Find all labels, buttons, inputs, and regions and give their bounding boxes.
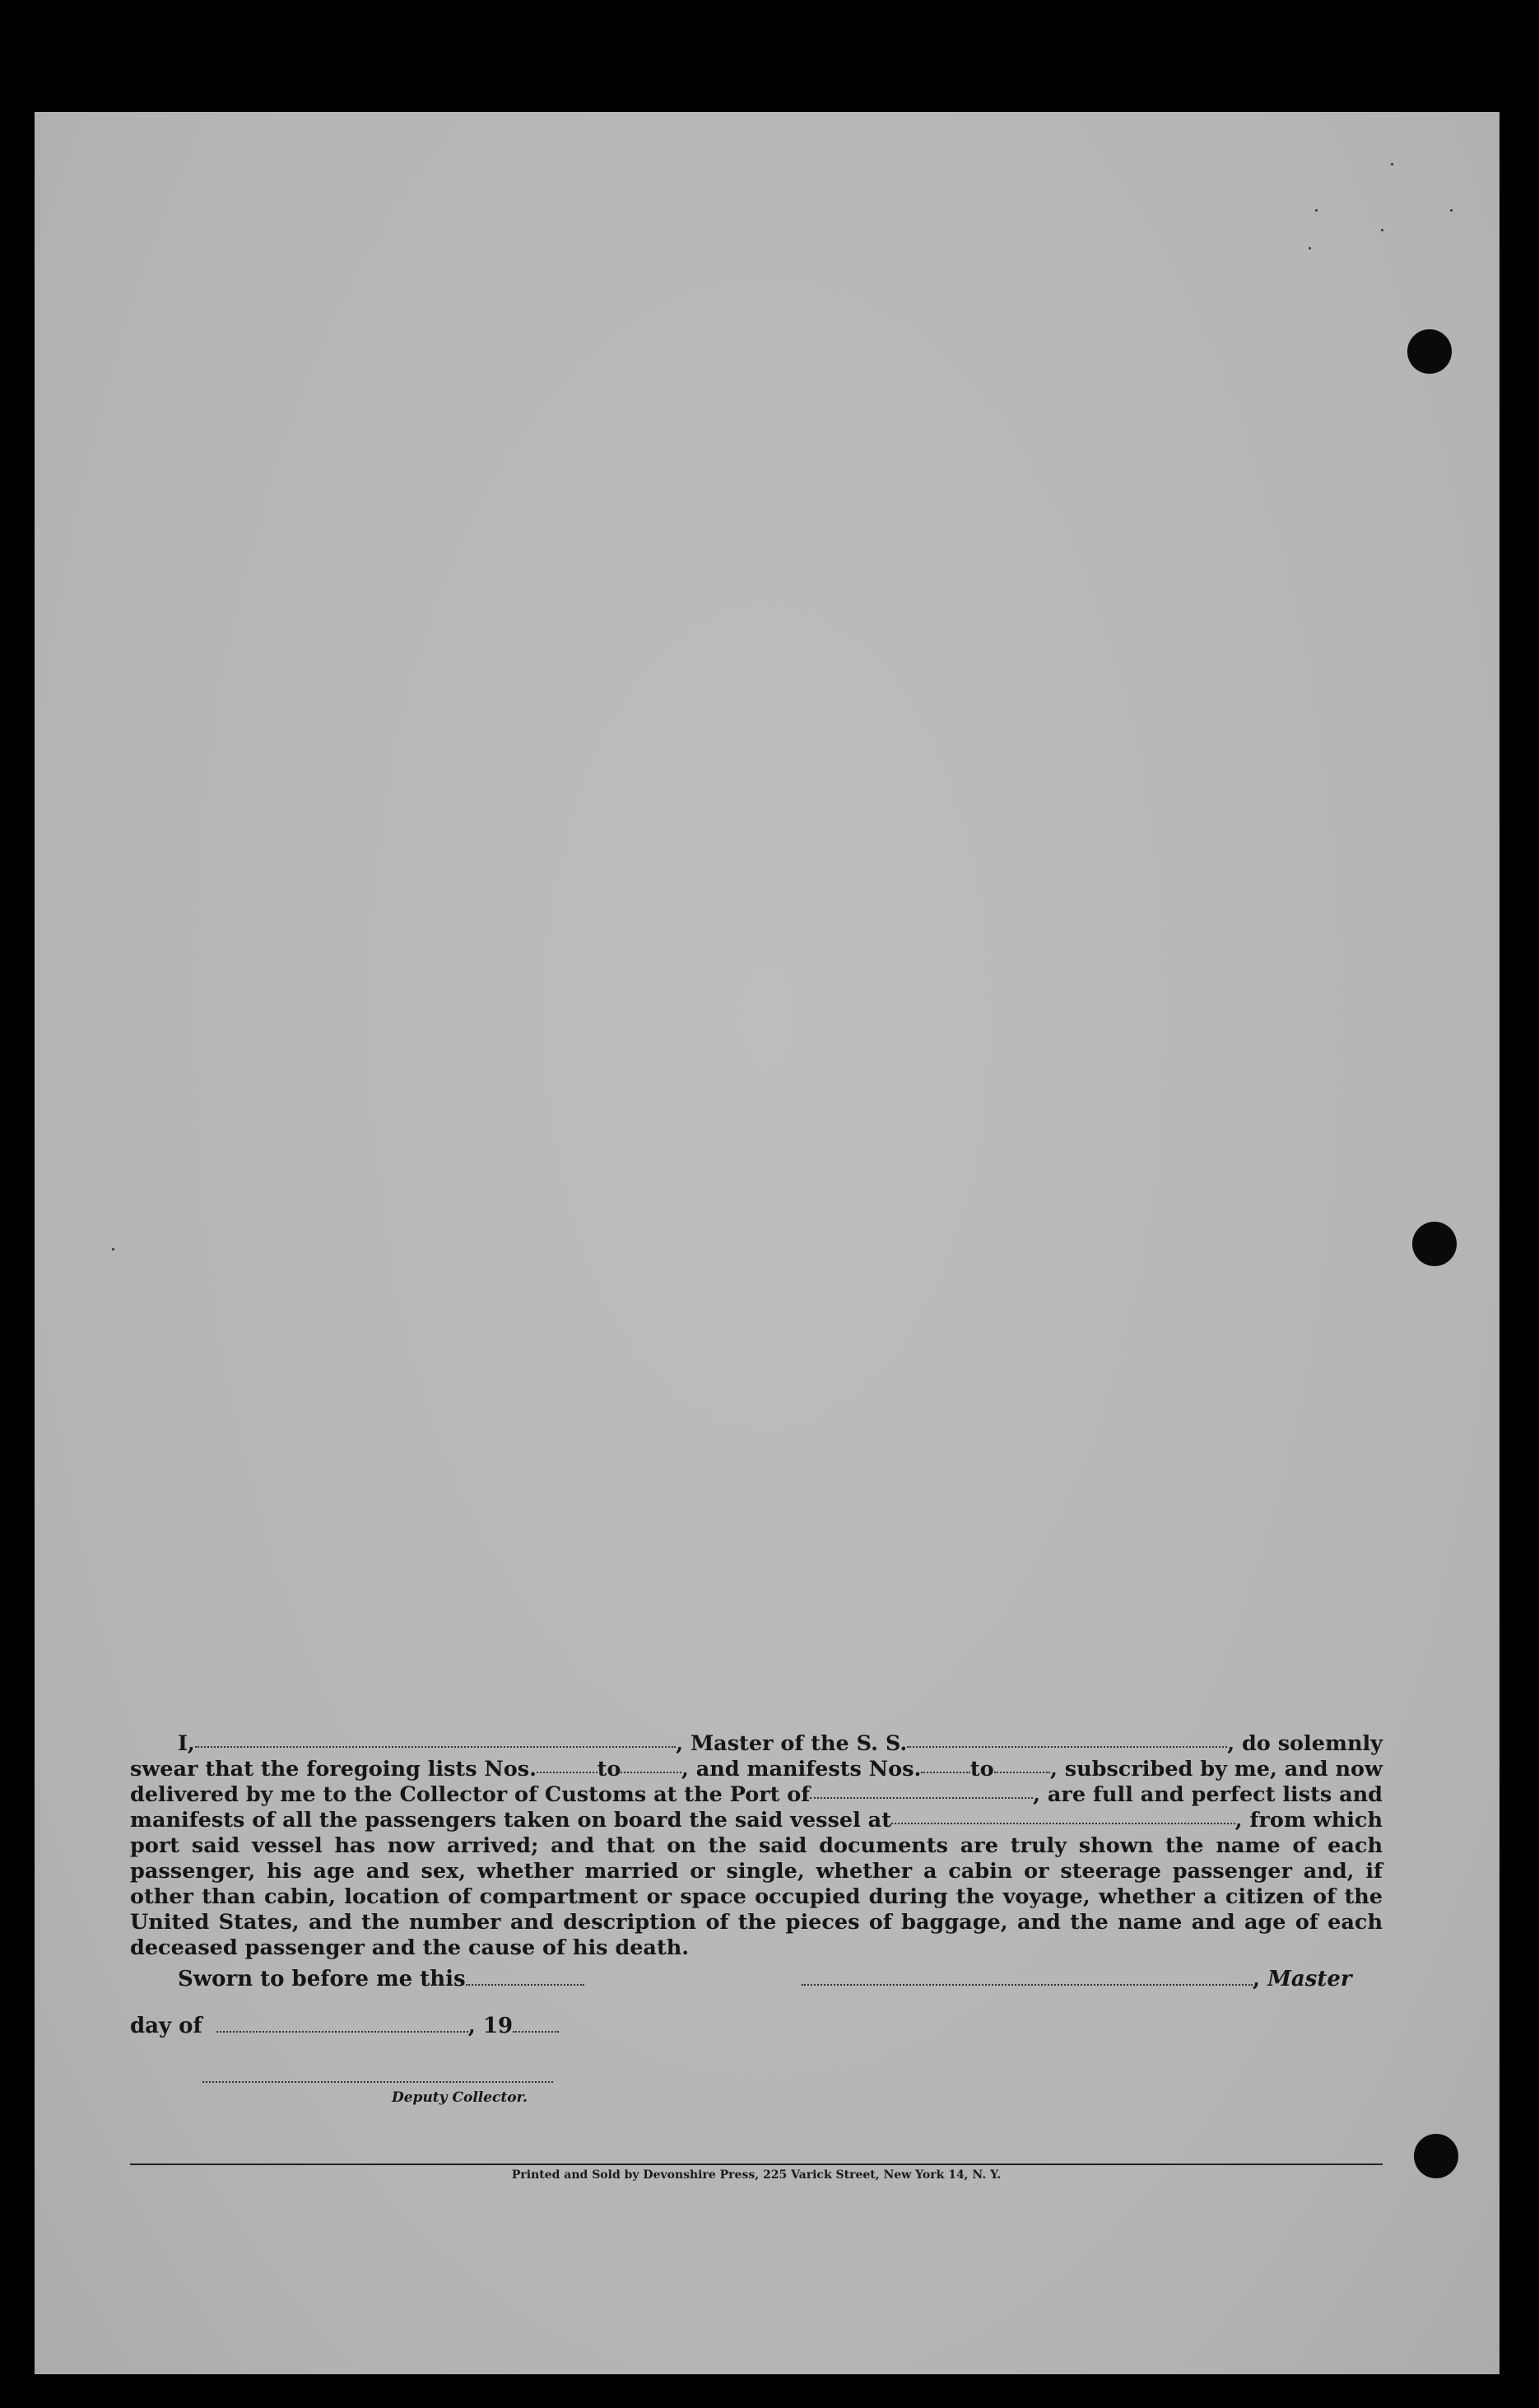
oath-text: , subscribed by me, and now	[1050, 1757, 1383, 1782]
oath-line-2	[130, 1757, 1383, 1782]
oath-line-4	[130, 1808, 1383, 1833]
speck	[112, 1248, 114, 1251]
master-signature-field[interactable]	[802, 1969, 1253, 1986]
master-label: Master	[1267, 1967, 1352, 1991]
month-field[interactable]	[216, 2016, 468, 2033]
lists-to-field[interactable]	[621, 1757, 681, 1773]
printer-imprint: Printed and Sold by Devonshire Press, 225 Varick Street, New York 14, N. Y.	[511, 2168, 1002, 2182]
port-field[interactable]	[810, 1782, 1033, 1799]
speck	[1309, 247, 1311, 249]
oath-body: port said vessel has now arrived; and that on the said documents are truly shown the name of each passenger, his age and sex, whether married or single, whether a cabin or steerage passenger and, if other than cabin, location of compartment or space occupied during the voyage, whether a citizen of the United States, and the number and description of the pieces of baggage, and the name and age of each deceased passenger and the cause of his death.	[130, 1833, 1383, 1960]
punch-hole-middle	[1412, 1222, 1457, 1266]
oath-text: swear that the foregoing lists Nos.	[130, 1757, 537, 1782]
oath-text: , are full and perfect lists and	[1033, 1782, 1383, 1807]
manifests-from-field[interactable]	[921, 1757, 970, 1773]
speck	[1381, 229, 1383, 231]
oath-text: to	[969, 1757, 994, 1782]
oath-line-3	[130, 1782, 1383, 1808]
sworn-line	[178, 1967, 584, 1991]
oath-text: , and manifests Nos.	[681, 1757, 922, 1782]
deputy-collector-label: Deputy Collector.	[392, 2089, 528, 2106]
punch-hole-bottom	[1414, 2134, 1458, 2178]
sworn-label: Sworn to before me this	[178, 1967, 466, 1991]
oath-text: manifests of all the passengers taken on board the said vessel at	[130, 1808, 891, 1833]
deputy-signature-field[interactable]	[202, 2081, 553, 2083]
speck	[1450, 209, 1453, 212]
day-of-label: day of	[130, 2014, 202, 2038]
day-of-line	[130, 2014, 559, 2038]
sworn-date-field[interactable]	[466, 1969, 584, 1986]
oath-paragraph	[130, 1731, 1383, 1961]
sig-comma: ,	[1253, 1967, 1268, 1991]
master-signature-line	[802, 1967, 1352, 1991]
oath-text: , from which	[1234, 1808, 1383, 1833]
oath-text: , Master of the S. S.	[676, 1731, 908, 1756]
embark-port-field[interactable]	[891, 1808, 1235, 1824]
vessel-name-field[interactable]	[907, 1731, 1227, 1748]
footer-rule	[130, 2163, 1383, 2165]
master-name-field[interactable]	[195, 1731, 676, 1748]
lists-from-field[interactable]	[537, 1757, 597, 1773]
oath-line-1	[130, 1731, 1383, 1757]
oath-text: to	[597, 1757, 621, 1782]
punch-hole-top	[1407, 329, 1452, 374]
oath-text: , do solemnly	[1227, 1731, 1383, 1756]
manifests-to-field[interactable]	[994, 1757, 1050, 1773]
oath-text: delivered by me to the Collector of Customs at the Port of	[130, 1782, 811, 1807]
year-prefix: , 19	[467, 2014, 514, 2038]
speck	[1315, 209, 1318, 212]
speck	[1391, 163, 1393, 165]
year-field[interactable]	[513, 2016, 559, 2033]
oath-text: I,	[178, 1731, 195, 1756]
